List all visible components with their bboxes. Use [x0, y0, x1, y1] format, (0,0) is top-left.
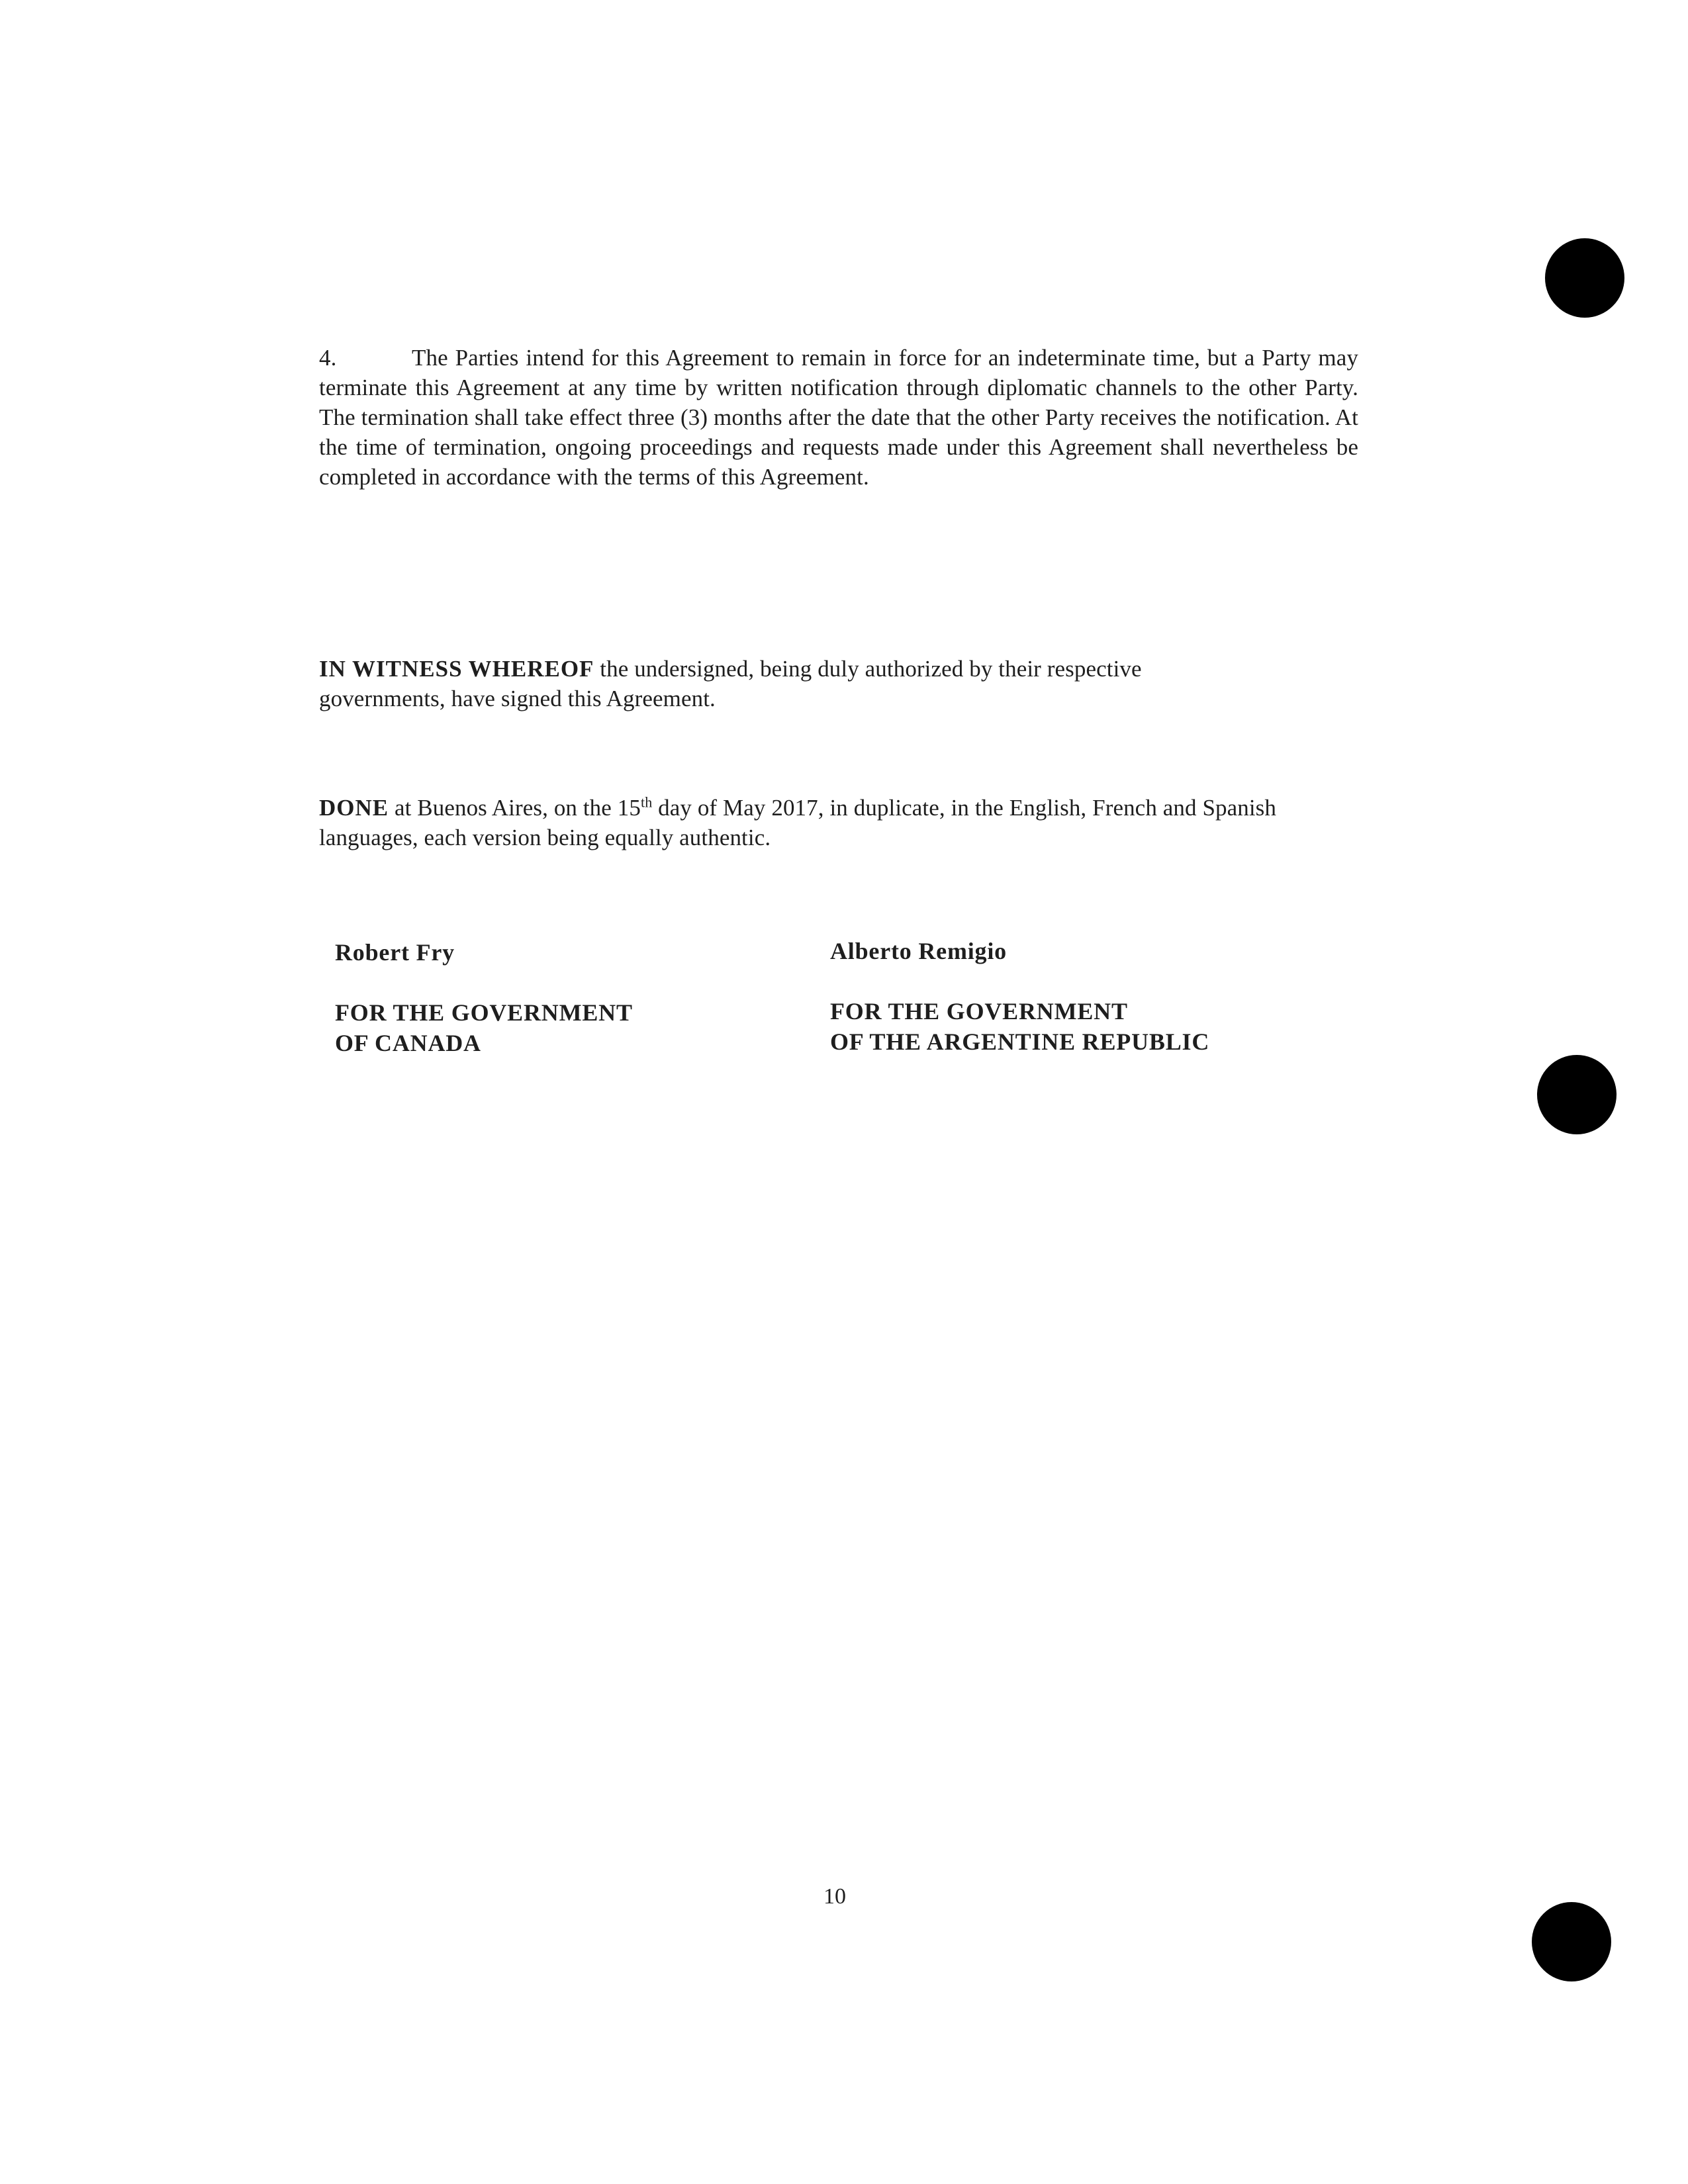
punch-hole-mark: [1545, 238, 1624, 318]
signatory-name: Robert Fry: [335, 939, 455, 966]
government-line: FOR THE GOVERNMENT: [335, 999, 633, 1026]
witness-text: the undersigned, being duly authorized by their respective governments, have signed this Agreement.: [319, 656, 1142, 711]
signature-block-canada: [335, 937, 633, 1058]
done-lead: DONE: [319, 795, 389, 821]
signatory-name: Alberto Remigio: [830, 938, 1007, 964]
termination-paragraph: [319, 343, 1358, 492]
paragraph-text: The Parties intend for this Agreement to remain in force for an indeterminate time, but a Party may terminate this Agreement at any time by written notification through diplomatic channels to the other Party. The termination shall take effect three (3) months after the date that the other Party receives the notification. At the time of termination, ongoing proceedings and requests made under this Agreement shall nevertheless be completed in accordance with the terms of this Agreement.: [319, 345, 1358, 490]
signature-block-argentina: [830, 936, 1209, 1057]
punch-hole-mark: [1537, 1055, 1617, 1134]
punch-hole-mark: [1532, 1902, 1611, 1981]
done-text-end: day of May 2017, in duplicate, in the English, French and Spanish languages, each version being equally authentic.: [319, 795, 1276, 850]
government-line: OF THE ARGENTINE REPUBLIC: [830, 1028, 1210, 1055]
government-line: OF CANADA: [335, 1030, 481, 1056]
ordinal-suffix: th: [640, 794, 653, 811]
witness-lead: IN WITNESS WHEREOF: [319, 656, 594, 682]
page-number: 10: [823, 1884, 846, 1909]
done-clause: [319, 793, 1325, 852]
witness-clause: [319, 654, 1259, 713]
done-text-start: at Buenos Aires, on the 15: [389, 795, 641, 821]
paragraph-number: 4.: [319, 345, 337, 371]
government-line: FOR THE GOVERNMENT: [830, 998, 1128, 1024]
